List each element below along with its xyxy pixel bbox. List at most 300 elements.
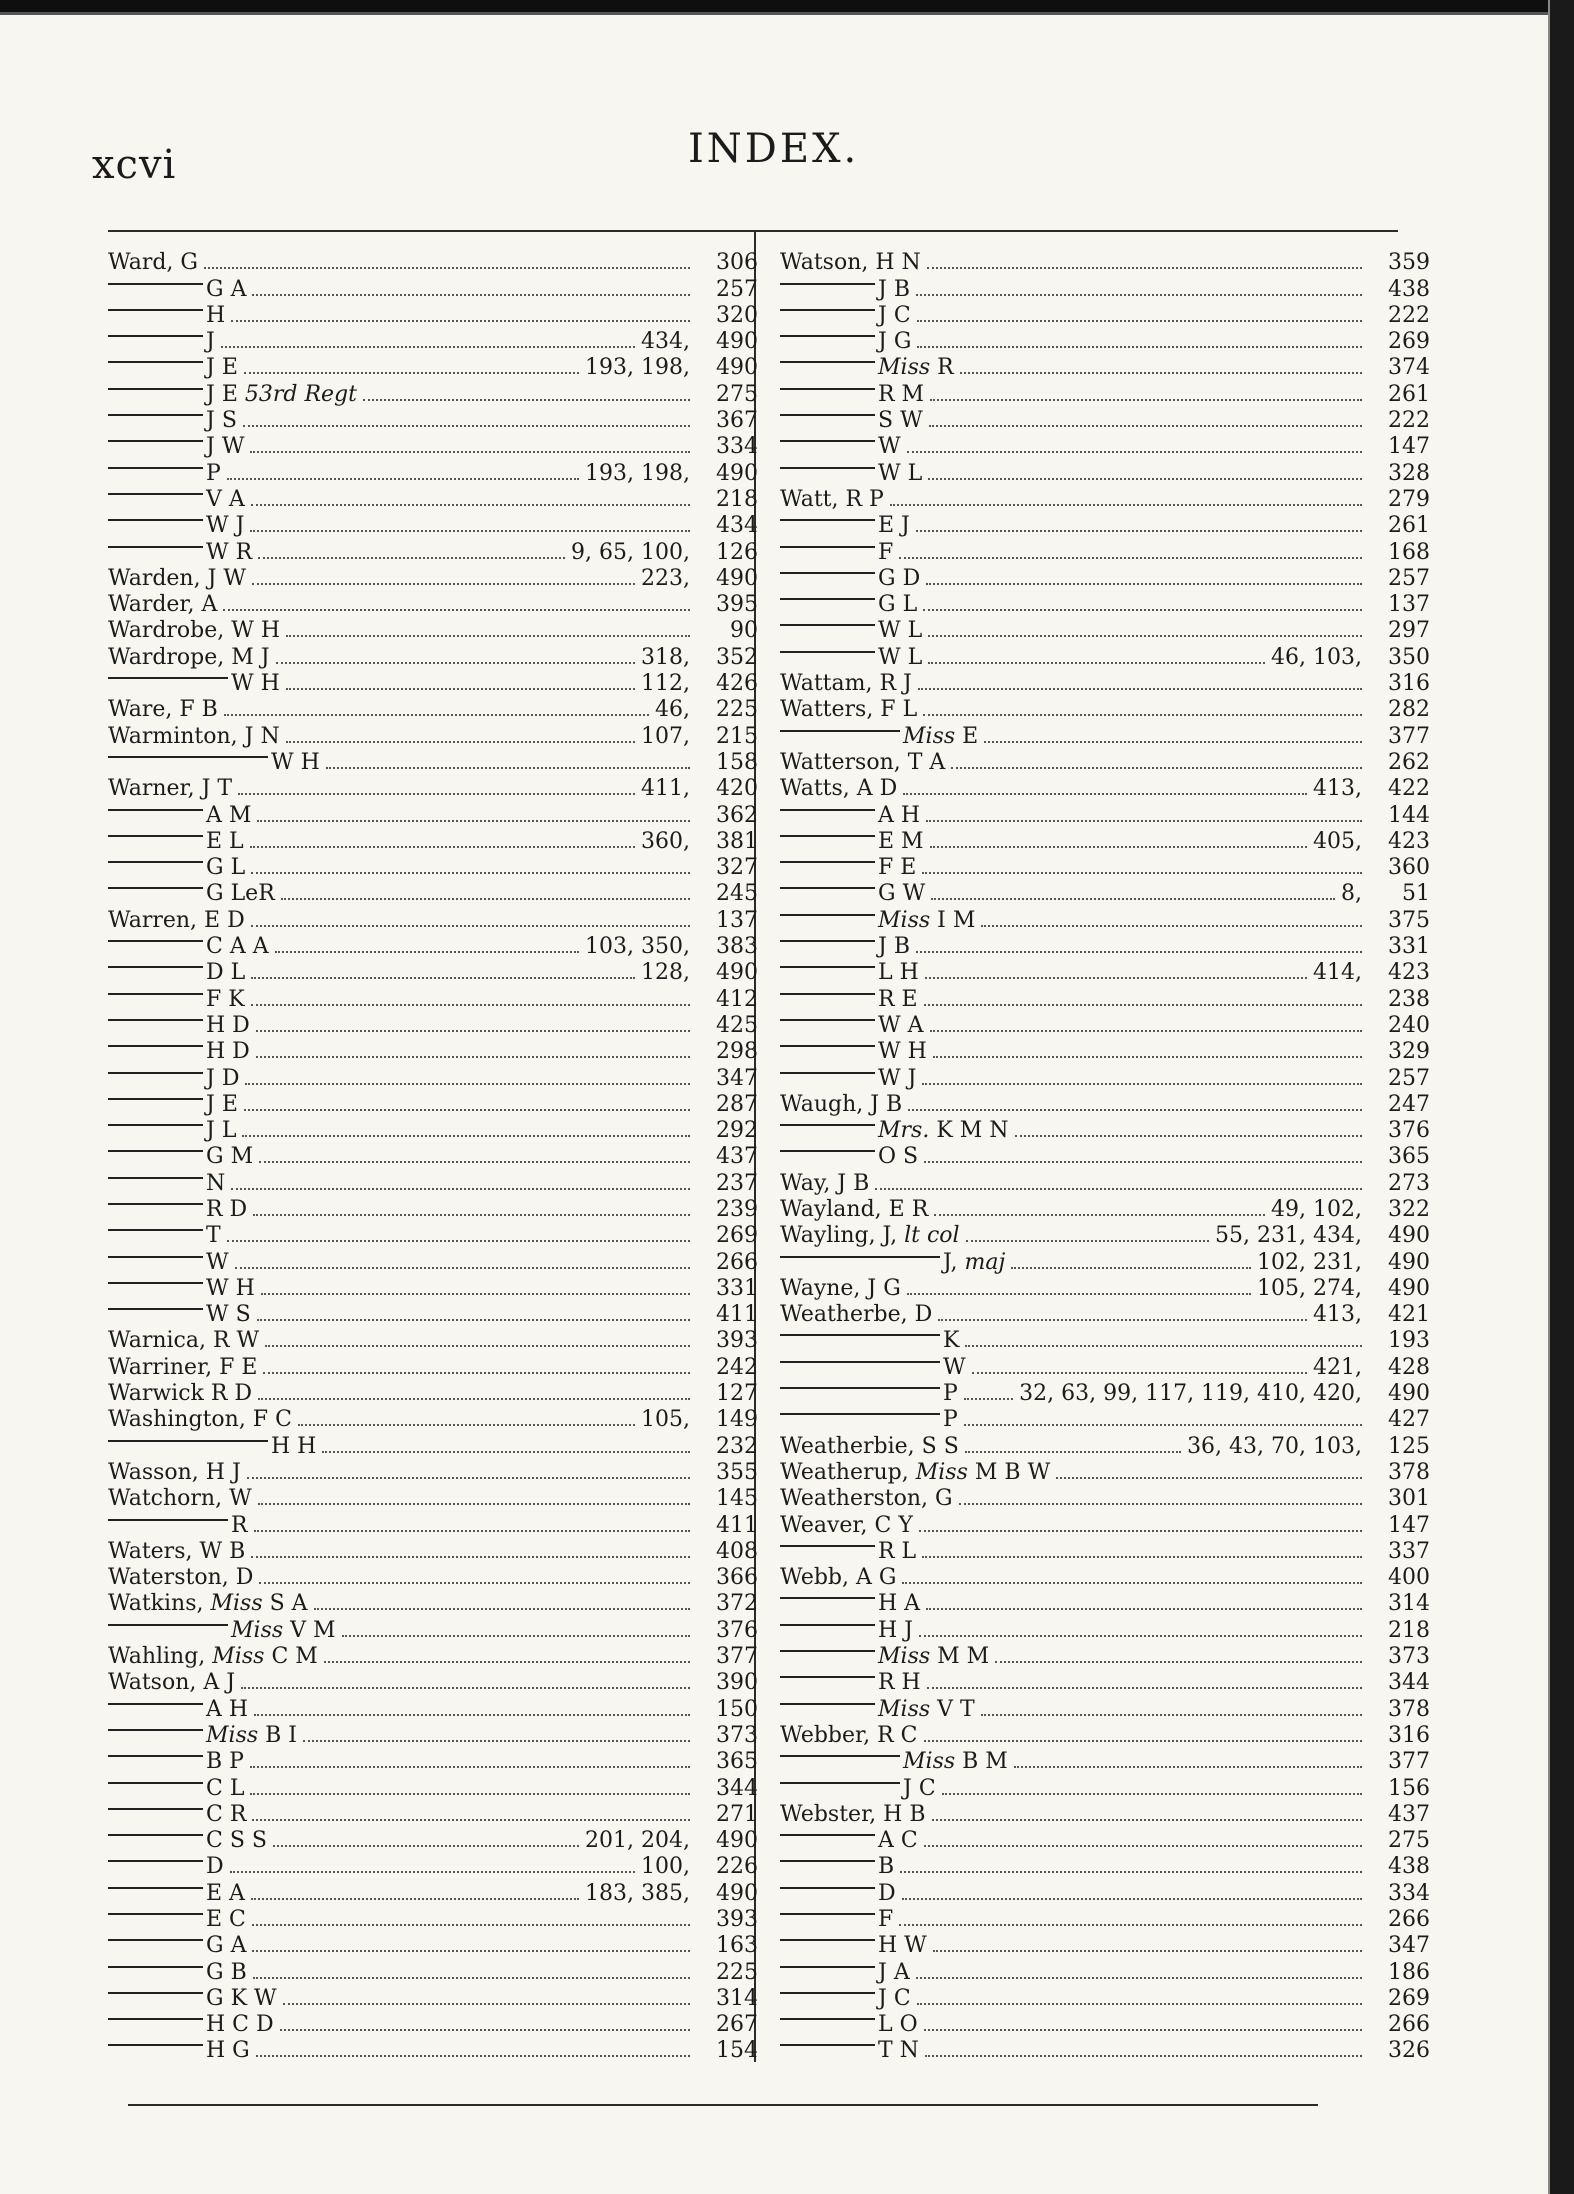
entry-name-text: W L [878,618,923,644]
entry-name [780,987,918,1013]
entry-page: 320 [716,302,758,328]
ditto-dash [780,361,875,363]
entry-name-text: D [878,1880,896,1906]
leader-dots [251,872,690,874]
leader-dots [938,1319,1307,1321]
index-entry [780,355,1430,381]
entry-page: 257 [1388,565,1430,591]
entry-page: 490 [716,460,758,486]
ditto-dash [108,388,203,390]
leader-dots [223,609,690,611]
ditto-dash [780,835,875,837]
entry-page: 412 [716,986,758,1012]
index-entry [780,618,1430,644]
entry-name-suffix: R [930,355,954,381]
index-entry [108,1565,758,1591]
ditto-dash [780,1860,875,1862]
entry-name [108,855,245,881]
entry-name-text: O S [878,1144,919,1170]
entry-page: 222 [1388,408,1430,434]
leader-dots [251,1004,690,1006]
entry-name-text: Waterston, D [108,1565,254,1591]
entry-name-text: Warren, E D [108,907,245,933]
entry-name-italic: Miss [878,355,931,381]
index-entry [780,303,1430,329]
entry-name [780,855,916,881]
index-entry [108,723,758,749]
entry-name [780,1670,921,1696]
entry-name-text: W J [206,513,245,539]
leader-dots [242,1135,690,1137]
entry-name [108,750,320,776]
entry-name-text: R M [878,381,925,407]
leader-dots [917,2003,1362,2005]
entry-name-text: K [943,1328,960,1354]
leader-dots [964,1424,1362,1426]
index-entry [108,1539,758,1565]
entry-name [108,1565,253,1591]
index-entry [108,881,758,907]
entry-name [108,1591,308,1617]
entry-name-text: F [878,539,894,565]
leader-dots [247,1477,690,1479]
ditto-dash [108,966,203,968]
entry-page: 137 [1388,592,1430,618]
entry-name-text: W H [206,1275,255,1301]
ditto-dash [108,1703,203,1705]
leader-dots [919,1530,1362,1532]
leader-dots [273,1845,579,1847]
index-entry [108,934,758,960]
index-entry [780,776,1430,802]
entry-page: 282 [1388,697,1430,723]
leader-dots [256,2055,690,2057]
leader-dots [903,793,1307,795]
entry-name-text: W A [878,1012,924,1038]
entry-page: 186 [1388,1959,1430,1985]
entry-name-suffix: E [955,723,979,749]
leader-dots [916,1977,1362,1979]
entry-page: 490 [716,960,758,986]
leader-dots [204,267,690,269]
entry-page: 377 [1388,1749,1430,1775]
index-entry [108,960,758,986]
index-entry [108,750,758,776]
leader-dots [926,820,1362,822]
ditto-dash [780,1256,940,1258]
ditto-dash [780,1966,875,1968]
index-entry [108,1696,758,1722]
index-entry [108,1749,758,1775]
entry-page: 125 [1388,1433,1430,1459]
index-entry [780,1433,1430,1459]
entry-name-text: P [943,1381,958,1407]
ditto-dash [108,835,203,837]
entry-name [780,934,910,960]
entry-name-text: Watterson, T A [780,749,946,775]
ditto-dash [780,1782,900,1784]
ditto-dash [108,440,203,442]
entry-page: 408 [716,1538,758,1564]
entry-name [780,1381,958,1407]
entry-page: 218 [1388,1617,1430,1643]
entry-name-text: J, [943,1249,958,1275]
entry-other-pages: 405, [1313,828,1362,854]
entry-name [108,382,357,408]
entry-page: 306 [716,250,758,276]
index-entry [108,1460,758,1486]
index-entry [780,1486,1430,1512]
leader-dots [926,583,1362,585]
index-entry [780,1617,1430,1643]
leader-dots [326,767,690,769]
leader-dots [265,1345,690,1347]
entry-other-pages: 318, [641,644,690,670]
ditto-dash [780,1703,875,1705]
index-entry [108,1617,758,1643]
entry-page: 245 [716,881,758,907]
index-entry [780,934,1430,960]
entry-name [780,1460,1050,1486]
index-entry [780,1381,1430,1407]
ditto-dash [108,1045,203,1047]
entry-name [780,1486,953,1512]
leader-dots [230,1871,635,1873]
entry-page: 144 [1388,802,1430,828]
entry-name-text: Watts, A D [780,776,898,802]
entry-name [108,1460,241,1486]
ditto-dash [108,756,268,758]
entry-name [780,1749,1008,1775]
entry-name [780,1355,966,1381]
ditto-dash [780,1887,875,1889]
entry-name-text: J B [878,934,910,960]
index-entry [780,1276,1430,1302]
entry-name [780,277,910,303]
leader-dots [923,609,1362,611]
entry-name [108,1618,336,1644]
leader-dots [276,662,635,664]
index-entry [108,1512,758,1538]
index-entry [108,513,758,539]
entry-page: 267 [716,2012,758,2038]
entry-name-text: H C D [206,2012,274,2038]
entry-other-pages: 102, 231, [1257,1249,1362,1275]
ditto-dash [780,1650,875,1652]
index-entry [108,303,758,329]
leader-dots [942,1793,1362,1795]
entry-name [780,355,954,381]
entry-page: 314 [716,1985,758,2011]
entry-page: 423 [1388,828,1430,854]
entry-name-text: G LeR [206,881,275,907]
entry-page: 137 [716,907,758,933]
entry-name [780,1144,918,1170]
entry-name [108,1302,251,1328]
entry-name [108,803,251,829]
entry-page: 347 [1388,1933,1430,1959]
entry-page: 225 [716,1959,758,1985]
entry-name-text: L O [878,2012,918,2038]
entry-page: 393 [716,1328,758,1354]
leader-dots [253,1977,690,1979]
entry-name [108,1223,221,1249]
entry-other-pages: 193, 198, [585,460,690,486]
entry-page: 150 [716,1696,758,1722]
entry-page: 438 [1388,276,1430,302]
leader-dots [251,977,635,979]
entry-name-text: S W [878,408,923,434]
entry-page: 347 [716,1065,758,1091]
index-entry [108,408,758,434]
ditto-dash [108,1808,203,1810]
entry-name [780,1171,869,1197]
entry-name [108,697,218,723]
leader-dots [303,1740,690,1742]
index-entry [780,2038,1430,2064]
entry-name-text: Warwick R D [108,1381,253,1407]
entry-name-text: Warriner, F E [108,1354,258,1380]
entry-name-text: H A [878,1591,921,1617]
leader-dots [922,1083,1362,1085]
ditto-dash [780,809,875,811]
leader-dots [254,1530,690,1532]
entry-name [108,1933,246,1959]
entry-page: 344 [1388,1670,1430,1696]
ditto-dash [108,335,203,337]
index-entry [780,907,1430,933]
entry-name [108,1854,224,1880]
entry-name-text: Warner, J T [108,776,233,802]
leader-dots [257,820,690,822]
entry-name [780,1933,927,1959]
page-title: INDEX. [688,126,860,172]
entry-name-text: Warnica, R W [108,1328,260,1354]
index-entry [108,1433,758,1459]
leader-dots [925,2055,1362,2057]
entry-page: 257 [1388,1065,1430,1091]
entry-name-suffix: M B W [967,1459,1051,1485]
leader-dots [1014,1766,1362,1768]
entry-page: 331 [716,1275,758,1301]
entry-other-pages: 421, [1313,1354,1362,1380]
entry-name [108,1066,239,1092]
entry-name-text: Wahling, [108,1644,206,1670]
entry-name-italic: maj [957,1249,1006,1275]
entry-page: 355 [716,1459,758,1485]
ditto-dash [780,730,900,732]
entry-page: 327 [716,855,758,881]
leader-dots [221,346,635,348]
entry-page: 269 [1388,1985,1430,2011]
ditto-dash [780,1755,900,1757]
entry-page: 147 [1388,1512,1430,1538]
scan-top-edge [0,0,1574,12]
leader-dots [254,1714,690,1716]
leader-dots [928,478,1362,480]
entry-name [108,1407,292,1433]
entry-name-text: E M [878,828,924,854]
entry-page: 261 [1388,513,1430,539]
entry-page: 490 [716,355,758,381]
index-entry [108,1959,758,1985]
entry-name-text: W S [206,1302,251,1328]
entry-page: 411 [716,1302,758,1328]
entry-page: 490 [716,565,758,591]
entry-name-text: G M [206,1144,254,1170]
scan-top-edge-shadow [0,12,1574,15]
entry-page: 360 [1388,855,1430,881]
ditto-dash [780,887,875,889]
ditto-dash [780,519,875,521]
entry-other-pages: 112, [641,671,690,697]
page-number: xcvi [92,142,177,188]
entry-name [108,592,217,618]
leader-dots [929,425,1362,427]
ditto-dash [780,1072,875,1074]
leader-dots [252,583,635,585]
entry-name [780,2038,919,2064]
entry-name [780,1276,901,1302]
leader-dots [252,1924,690,1926]
entry-name-text: A H [878,802,921,828]
leader-dots [252,1950,690,1952]
ditto-dash [108,809,203,811]
leader-dots [899,557,1362,559]
index-entry [780,1959,1430,1985]
entry-page: 425 [716,1012,758,1038]
entry-page: 374 [1388,355,1430,381]
ditto-dash [780,1413,940,1415]
entry-name [108,1144,253,1170]
ditto-dash [108,887,203,889]
leader-dots [933,1056,1362,1058]
entry-name-text: V A [206,486,245,512]
index-entry [780,329,1430,355]
entry-name-text: G L [206,855,246,881]
leader-dots [252,294,690,296]
entry-name [108,250,198,276]
entry-name [108,277,246,303]
leader-dots [256,1030,690,1032]
leader-dots [258,1398,690,1400]
entry-name-text: Way, J B [780,1170,870,1196]
ditto-dash [108,1887,203,1889]
leader-dots [924,1004,1362,1006]
index-entry [780,986,1430,1012]
leader-dots [250,451,690,453]
leader-dots [924,1845,1362,1847]
index-column-right [780,250,1430,2064]
entry-name-text: Wattam, R J [780,671,912,697]
entry-name [780,1039,927,1065]
entry-name [780,1986,911,2012]
index-entry [108,1933,758,1959]
ditto-dash [108,1860,203,1862]
index-entry [108,907,758,933]
entry-name [108,487,245,513]
entry-name-italic: Miss [903,1749,956,1775]
leader-dots [1015,1135,1362,1137]
ditto-dash [108,1072,203,1074]
entry-name-suffix: V M [283,1617,336,1643]
index-entry [780,1144,1430,1170]
index-entry [108,1407,758,1433]
entry-name [108,724,280,750]
entry-name [780,1644,989,1670]
entry-page: 344 [716,1775,758,1801]
index-entry [108,697,758,723]
entry-name [108,1776,244,1802]
entry-page: 372 [716,1591,758,1617]
entry-name-text: Wayne, J G [780,1275,901,1301]
entry-name [780,461,922,487]
entry-name-text: H H [271,1433,317,1459]
entry-name-suffix: B M [955,1749,1008,1775]
leader-dots [965,1345,1362,1347]
entry-page: 326 [1388,2038,1430,2064]
entry-name [108,671,280,697]
index-entry [780,881,1430,907]
ditto-dash [780,993,875,995]
entry-name-text: G L [878,592,918,618]
ditto-dash [780,651,875,653]
entry-name-text: P [206,460,221,486]
entry-name-suffix: K M N [929,1118,1009,1144]
entry-name [780,1802,926,1828]
leader-dots [257,1319,690,1321]
entry-name [108,1828,267,1854]
ditto-dash [780,283,875,285]
index-entry [108,1039,758,1065]
ditto-dash [780,1992,875,1994]
leader-dots [253,1214,690,1216]
entry-page: 376 [716,1617,758,1643]
index-entry [108,592,758,618]
entry-other-pages: 411, [641,776,690,802]
entry-page: 247 [1388,1091,1430,1117]
entry-name-text: B P [206,1749,244,1775]
leader-dots [231,1188,690,1190]
index-entry [108,986,758,1012]
index-entry [780,855,1430,881]
ditto-dash [108,1939,203,1941]
entry-name [780,697,917,723]
leader-dots [261,1293,690,1295]
index-entry [108,1880,758,1906]
leader-dots [928,662,1265,664]
entry-name [780,1434,959,1460]
leader-dots [916,530,1362,532]
leader-dots [1056,1477,1362,1479]
leader-dots [908,1109,1362,1111]
index-entry [108,539,758,565]
entry-page: 428 [1388,1354,1430,1380]
entry-name [780,618,922,644]
entry-page: 218 [716,486,758,512]
leader-dots [926,1608,1362,1610]
entry-name [780,829,924,855]
ditto-dash [108,1729,203,1731]
ditto-dash [108,861,203,863]
leader-dots [259,1161,690,1163]
index-entry [108,1828,758,1854]
leader-dots [924,1161,1362,1163]
index-entry [108,381,758,407]
entry-name-text: Watters, F L [780,697,918,723]
entry-page: 329 [1388,1039,1430,1065]
leader-dots [928,635,1362,637]
